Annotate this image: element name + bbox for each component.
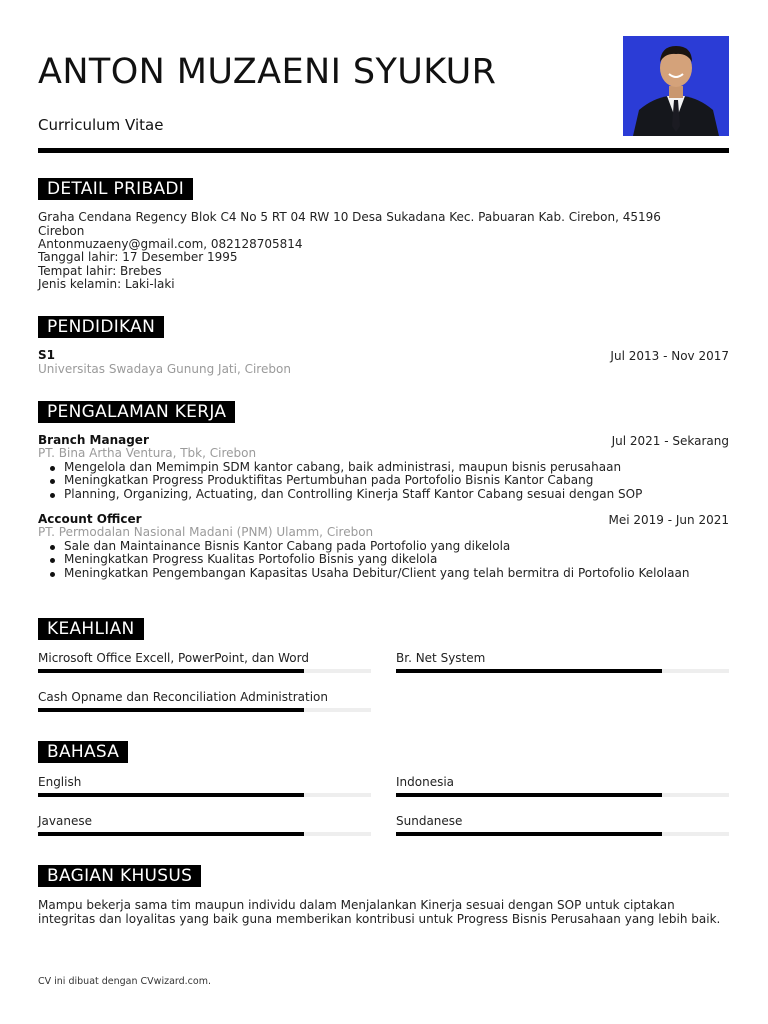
- personal-address: Graha Cendana Regency Blok C4 No 5 RT 04 RW 10 Desa Sukadana Kec. Pabuaran Kab. Cirebon, 45196 Cirebon: [38, 210, 661, 238]
- personal-contact: Antonmuzaeny@gmail.com, 082128705814: [38, 237, 303, 251]
- job-company: PT. Bina Artha Ventura, Tbk, Cirebon: [38, 446, 257, 460]
- list-item: Meningkatkan Progress Kualitas Portofolio Bisnis yang dikelola: [64, 553, 729, 566]
- language-level-bar: [38, 832, 371, 836]
- skill-level-bar: [38, 669, 371, 673]
- skill-label: Microsoft Office Excell, PowerPoint, dan Word: [38, 651, 309, 665]
- section-heading-experience: PENGALAMAN KERJA: [38, 401, 235, 423]
- job-dates: Jul 2021 - Sekarang: [611, 434, 729, 448]
- skill-label: Cash Opname dan Reconciliation Administration: [38, 690, 328, 704]
- language-label: English: [38, 775, 82, 789]
- special-description: Mampu bekerja sama tim maupun individu dalam Menjalankan Kinerja sesuai dengan SOP untuk ciptakan integritas dan loyalitas yang baik guna memberikan kontribusi untuk Progress Bisnis Perusahaan yang lebih baik.: [38, 898, 721, 926]
- language-label: Indonesia: [396, 775, 455, 789]
- list-item: Meningkatkan Progress Produktifitas Pertumbuhan pada Portofolio Bisnis Kantor Cabang: [64, 474, 729, 487]
- skill-label: Br. Net System: [396, 651, 486, 665]
- section-heading-education: PENDIDIKAN: [38, 316, 164, 338]
- profile-photo: [623, 36, 729, 136]
- document-subtitle: Curriculum Vitae: [38, 116, 164, 134]
- job-title: Branch Manager: [38, 433, 149, 447]
- personal-gender: Jenis kelamin: Laki-laki: [38, 277, 175, 291]
- language-level-fill: [396, 832, 662, 836]
- section-heading-languages: BAHASA: [38, 741, 128, 763]
- candidate-name: ANTON MUZAENI SYUKUR: [38, 52, 497, 92]
- footer-credit: CV ini dibuat dengan CVwizard.com.: [38, 976, 211, 987]
- language-level-bar: [396, 832, 729, 836]
- education-degree: S1: [38, 348, 55, 362]
- list-item: Planning, Organizing, Actuating, dan Controlling Kinerja Staff Kantor Cabang sesuai dengan SOP: [64, 488, 729, 501]
- job-company: PT. Permodalan Nasional Madani (PNM) Ulamm, Cirebon: [38, 525, 374, 539]
- education-school: Universitas Swadaya Gunung Jati, Cirebon: [38, 362, 291, 376]
- skill-level-fill: [396, 669, 662, 673]
- skill-level-bar: [38, 708, 371, 712]
- job-duties-list: [38, 540, 729, 580]
- job-duties-list: [38, 461, 729, 501]
- list-item: Sale dan Maintainance Bisnis Kantor Cabang pada Portofolio yang dikelola: [64, 540, 729, 553]
- skill-level-fill: [38, 708, 304, 712]
- section-heading-personal: DETAIL PRIBADI: [38, 178, 193, 200]
- portrait-image: [623, 36, 729, 136]
- language-label: Sundanese: [396, 814, 463, 828]
- language-level-fill: [38, 832, 304, 836]
- personal-birth-place: Tempat lahir: Brebes: [38, 264, 162, 278]
- section-heading-special: BAGIAN KHUSUS: [38, 865, 201, 887]
- language-label: Javanese: [38, 814, 92, 828]
- skill-level-bar: [396, 669, 729, 673]
- language-level-bar: [38, 793, 371, 797]
- skill-level-fill: [38, 669, 304, 673]
- header-divider: [38, 148, 729, 153]
- section-heading-skills: KEAHLIAN: [38, 618, 144, 640]
- list-item: Mengelola dan Memimpin SDM kantor cabang, baik administrasi, maupun bisnis perusahaan: [64, 461, 729, 474]
- list-item: Meningkatkan Pengembangan Kapasitas Usaha Debitur/Client yang telah bermitra di Portofolio Kelolaan: [64, 567, 729, 580]
- language-level-fill: [396, 793, 662, 797]
- cv-page: [38, 0, 729, 1024]
- personal-birth-date: Tanggal lahir: 17 Desember 1995: [38, 250, 238, 264]
- job-dates: Mei 2019 - Jun 2021: [608, 513, 729, 527]
- education-dates: Jul 2013 - Nov 2017: [610, 349, 729, 363]
- language-level-fill: [38, 793, 304, 797]
- language-level-bar: [396, 793, 729, 797]
- job-title: Account Officer: [38, 512, 142, 526]
